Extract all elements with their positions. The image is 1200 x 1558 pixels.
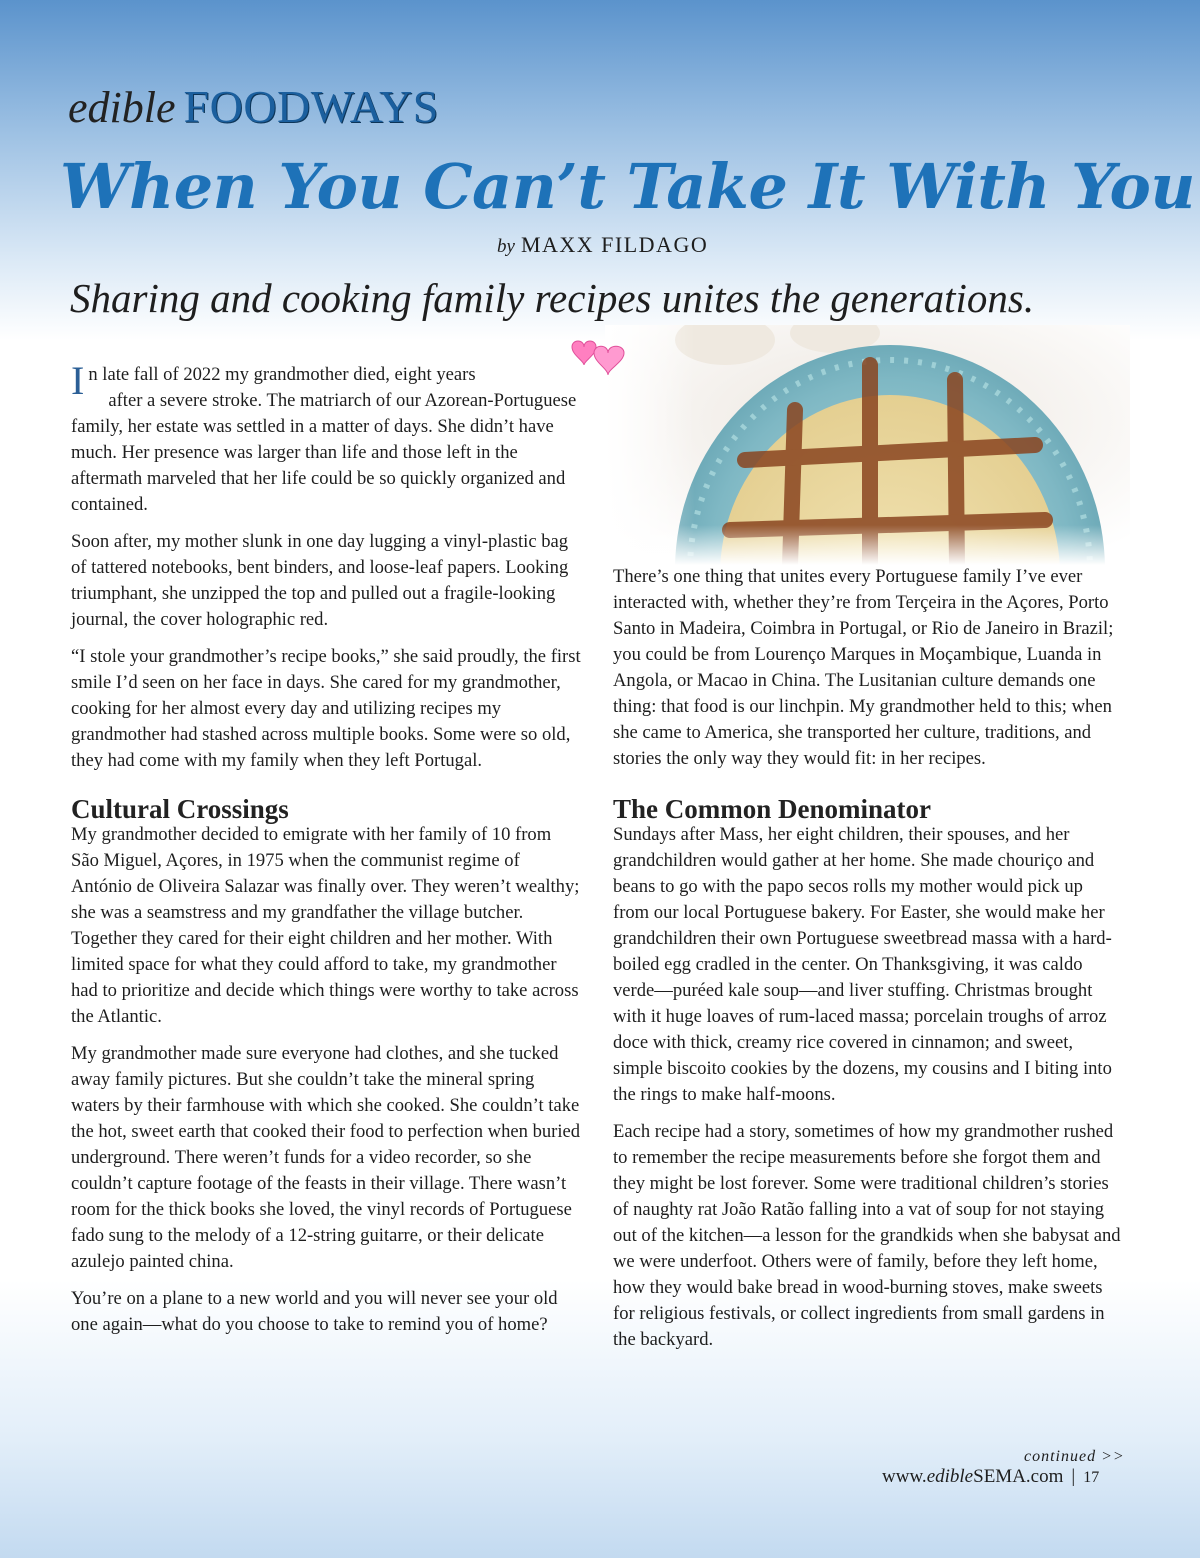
paragraph: My grandmother decided to emigrate with her family of 10 from São Miguel, Açores, in 1975 when the communist regime of António de Oliveira Salazar was finally over. They weren’t wealthy; she was a seamstress and my grandfather the village butcher. Together they cared for their eight children and her mother. With limited space for what they could afford to take, my grandmother had to prioritize and decide which things were worthy to take across the Atlantic. [71,824,580,1027]
drop-cap: I [71,358,85,403]
section-heading-cultural-crossings: Cultural Crossings [71,794,289,824]
left-column [71,358,581,1349]
page-number: 17 [1083,1469,1100,1486]
article-subtitle: Sharing and cooking family recipes unites the generations. [70,275,1035,321]
footer-url-prefix: www. [882,1466,927,1487]
byline-author: MAXX FILDAGO [520,232,709,257]
intro-paragraph [71,358,581,518]
brand-edible: edible [68,83,176,132]
publication-brand [68,80,439,133]
page-footer [882,1466,1099,1488]
intro-rest: after a severe stroke. The matriarch of our Azorean-Portuguese family, her estate was settled in a matter of days. She didn’t have much. Her presence was larger than life and those left in the aftermath marveled that her life could be so quickly organized and contained. [71,390,577,515]
paragraph: My grandmother made sure everyone had clothes, and she tucked away family pictures. But she couldn’t take the mineral spring waters by their farmhouse with which she cooked. She couldn’t take the hot, sweet earth that cooked their food to perfection when buried underground. There weren’t funds for a video recorder, so she couldn’t capture footage of the feasts in their village. There wasn’t room for the thick books she loved, the vinyl records of Portuguese fado sung to the melody of a 12-string guitarre, or their delicate azulejo painted china. [71,1043,581,1272]
footer-url-edible: edible [926,1466,974,1487]
paragraph: You’re on a plane to a new world and you will never see your old one again—what do you choose to take to remind you of home? [71,1288,558,1335]
footer-url-suffix: SEMA.com [973,1466,1064,1487]
intro-first-line: n late fall of 2022 my grandmother died, eight years [88,364,476,385]
right-column [613,564,1121,1364]
paragraph: Sundays after Mass, her eight children, their spouses, and her grandchildren would gather at her home. She made chouriço and beans to go with the papo secos rolls my mother would pick up from our local Portuguese bakery. For Easter, she would make her grandchildren their own Portuguese sweetbread massa with a hard-boiled egg cradled in the center. On Thanksgiving, it was caldo verde—puréed kale soup—and liver stuffing. Christmas brought with it huge loaves of rum-laced massa; porcelain troughs of arroz doce with thick, creamy rice covered in cinnamon; and sweet, simple biscoito cookies by the dozens, my cousins and I biting into the rings to make half-moons. [613,824,1112,1105]
byline [497,232,708,258]
byline-by: by [497,236,515,257]
paragraph: Each recipe had a story, sometimes of how my grandmother rushed to remember the recipe measurements before she forgot them and they might be lost forever. Some were traditional children’s stories of naughty rat João Ratão falling into a vat of soup for not staying out of the kitchen—a lesson for the grandkids when she babysat and we were underfoot. Others were of family, before they left home, how they would bake bread in wood-burning stoves, make sweets for religious festivals, or collect ingredients from small gardens in the backyard. [613,1121,1121,1350]
brand-foodways: FOODWAYS [183,81,439,132]
article-title: When You Can’t Take It With You [60,150,1195,223]
paragraph: Soon after, my mother slunk in one day lugging a vinyl-plastic bag of tattered notebooks, bent binders, and loose-leaf papers. Looking triumphant, she unzipped the top and pulled out a fragile-looking journal, the cover holographic red. [71,531,569,630]
paragraph: There’s one thing that unites every Portuguese family I’ve ever interacted with, whether they’re from Terçeira in the Açores, Porto Santo in Madeira, Coimbra in Portugal, or Rio de Janeiro in Brazil; you could be from Lourenço Marques in Moçambique, Luanda in Angola, or Macao in China. The Lusitanian culture demands one thing: that food is our linchpin. My grandmother held to this; when she came to America, she transported her culture, traditions, and stories the only way they would fit: in her recipes. [613,566,1114,769]
section-heading-common-denominator: The Common Denominator [613,794,931,824]
footer-separator: | [1071,1466,1076,1487]
dessert-plate-illustration [605,325,1130,565]
arroz-doce-photo [605,325,1130,565]
continued-link[interactable]: continued >> [1024,1448,1125,1465]
paragraph: “I stole your grandmother’s recipe books,” she said proudly, the first smile I’d seen on her face in days. She cared for my grandmother, cooking for her almost every day and utilizing recipes my grandmother had stashed across multiple books. Some were so old, they had come with my family when they left Portugal. [71,646,581,771]
